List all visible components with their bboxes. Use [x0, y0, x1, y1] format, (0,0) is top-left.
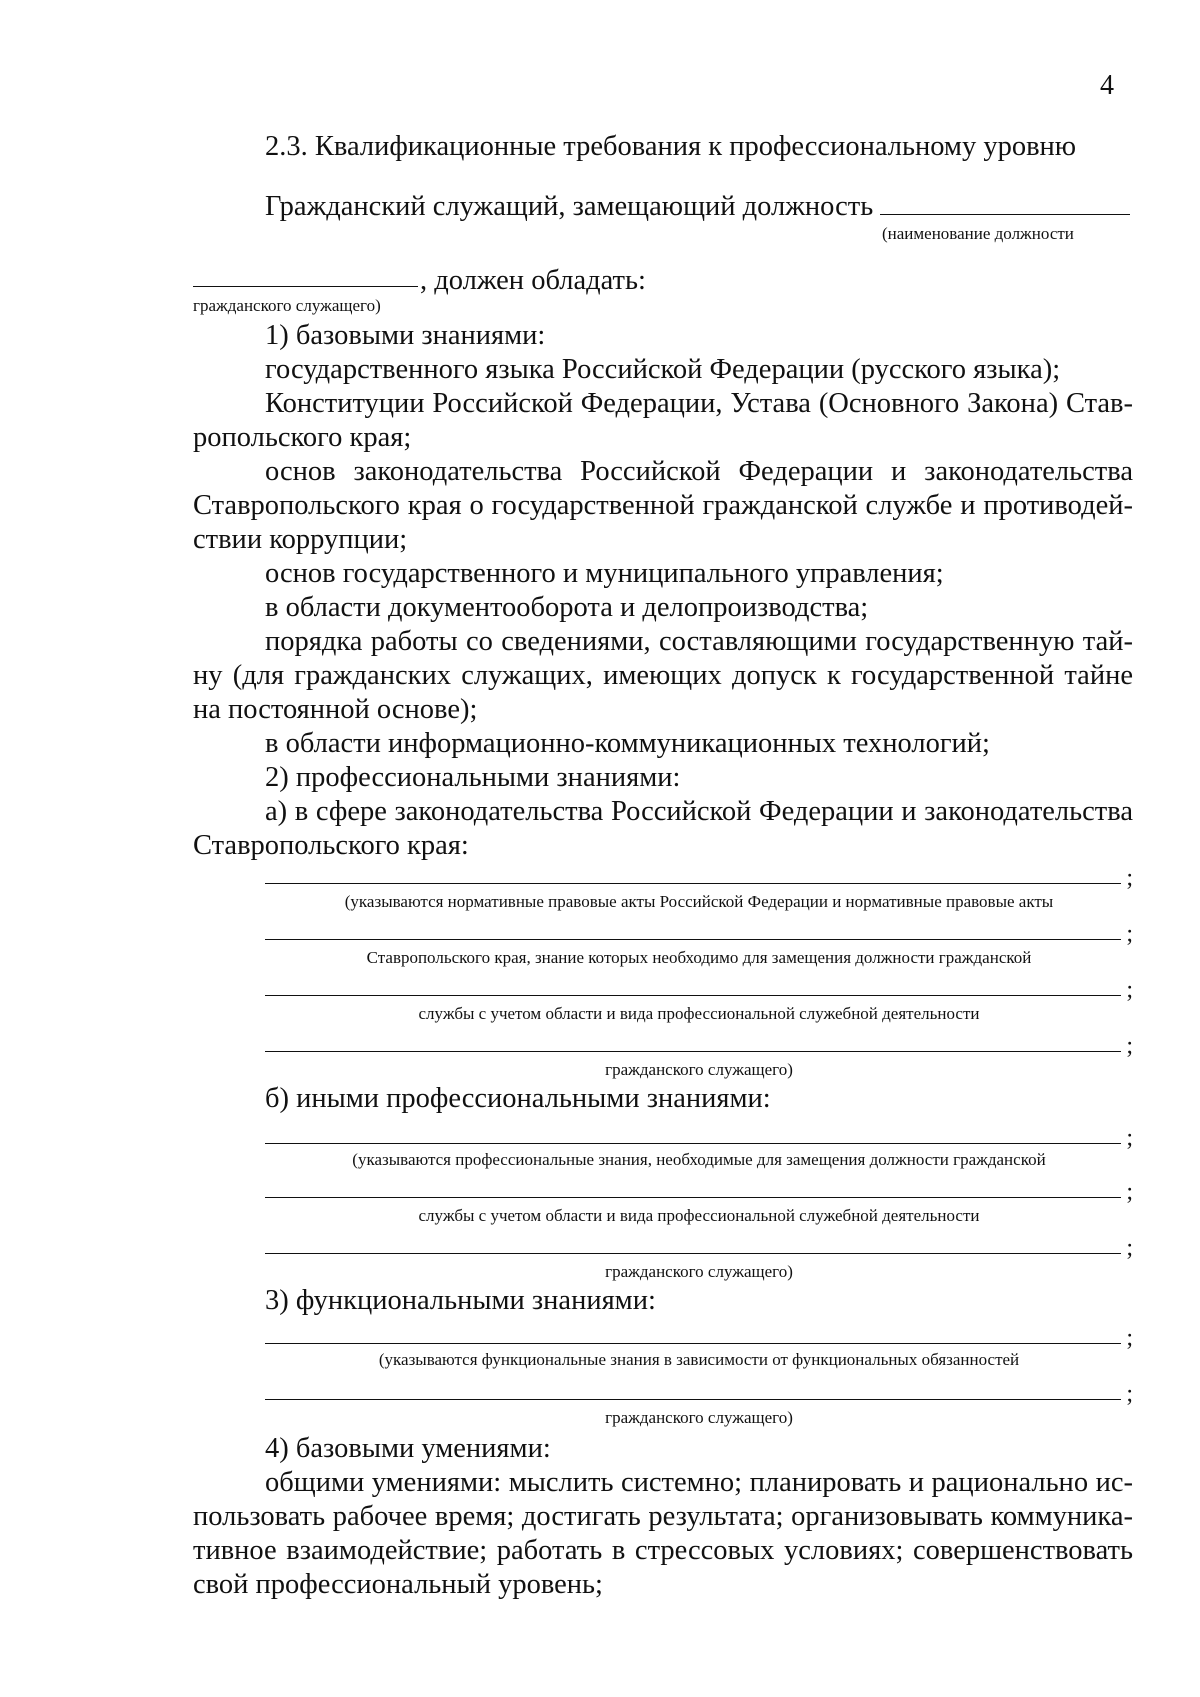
blank-caption: гражданского служащего): [605, 1060, 793, 1079]
basic-knowledge-line: государственного языка Российской Федерации (русского языка);: [265, 354, 1061, 385]
basic-knowledge-line: основ законодательства Российской Федерации и законодательства: [265, 456, 1133, 487]
position-caption-1: (наименование должности: [882, 224, 1074, 243]
basic-knowledge-line: в области информационно-коммуникационных технологий;: [265, 728, 990, 759]
professional-knowledge-a-line: а) в сфере законодательства Российской Федерации и законодательства: [265, 796, 1133, 827]
fill-in-blank[interactable]: [265, 858, 1133, 891]
basic-knowledge-line: ропольского края;: [193, 422, 412, 453]
fill-in-blank[interactable]: [265, 914, 1133, 947]
basic-knowledge-line: Ставропольского края о государственной гражданской службе и противодей-: [193, 490, 1133, 521]
section-heading: 2.3. Квалификационные требования к профессиональному уровню: [265, 131, 1077, 162]
intro-line-2: , должен обладать:: [420, 265, 646, 296]
position-blank-1[interactable]: [880, 214, 1130, 215]
blank-semicolon: ;: [1126, 1179, 1133, 1205]
professional-knowledge-title: 2) профессиональными знаниями:: [265, 762, 681, 793]
basic-skills-title: 4) базовыми умениями:: [265, 1433, 551, 1464]
professional-knowledge-b-title: б) иными профессиональными знаниями:: [265, 1083, 771, 1114]
basic-knowledge-line: на постоянной основе);: [193, 694, 478, 725]
blank-caption: (указываются функциональные знания в зависимости от функциональных обязанностей: [378, 1350, 1020, 1369]
fill-in-blank[interactable]: [265, 1118, 1133, 1151]
fill-in-blank[interactable]: [265, 1172, 1133, 1205]
blank-semicolon: ;: [1126, 1125, 1133, 1151]
blank-caption: (указываются нормативные правовые акты Российской Федерации и нормативные правовые акты: [344, 892, 1054, 911]
functional-knowledge-title: 3) функциональными знаниями:: [265, 1285, 656, 1316]
basic-knowledge-line: порядка работы со сведениями, составляющими государственную тай-: [265, 626, 1133, 657]
basic-knowledge-line: Конституции Российской Федерации, Устава (Основного Закона) Став-: [265, 388, 1133, 419]
blank-caption: службы с учетом области и вида профессиональной служебной деятельности: [418, 1206, 980, 1225]
fill-in-blank[interactable]: [265, 1318, 1133, 1351]
basic-knowledge-line: основ государственного и муниципального управления;: [265, 558, 944, 589]
blank-caption: службы с учетом области и вида профессиональной служебной деятельности: [418, 1004, 980, 1023]
basic-skills-line: свой профессиональный уровень;: [193, 1569, 603, 1600]
blank-caption: (указываются профессиональные знания, необходимые для замещения должности гражданской: [352, 1150, 1046, 1169]
blank-semicolon: ;: [1126, 921, 1133, 947]
basic-knowledge-title: 1) базовыми знаниями:: [265, 320, 546, 351]
basic-knowledge-line: в области документооборота и делопроизводства;: [265, 592, 869, 623]
blank-caption: гражданского служащего): [605, 1262, 793, 1281]
basic-skills-line: тивное взаимодействие; работать в стрессовых условиях; совершенствовать: [193, 1535, 1133, 1566]
blank-semicolon: ;: [1126, 865, 1133, 891]
blank-semicolon: ;: [1126, 1033, 1133, 1059]
intro-line-1: Гражданский служащий, замещающий должность: [265, 191, 874, 222]
blank-semicolon: ;: [1126, 1381, 1133, 1407]
blank-semicolon: ;: [1126, 1325, 1133, 1351]
fill-in-blank[interactable]: [265, 1026, 1133, 1059]
fill-in-blank[interactable]: [265, 1228, 1133, 1261]
page-number: 4: [1100, 70, 1114, 101]
blank-caption: гражданского служащего): [605, 1408, 793, 1427]
blank-semicolon: ;: [1126, 977, 1133, 1003]
blank-semicolon: ;: [1126, 1235, 1133, 1261]
basic-skills-line: общими умениями: мыслить системно; планировать и рационально ис-: [265, 1467, 1133, 1498]
blank-caption: Ставропольского края, знание которых необходимо для замещения должности гражданской: [366, 948, 1032, 967]
position-blank-2[interactable]: [193, 286, 418, 287]
basic-knowledge-line: ствии коррупции;: [193, 524, 408, 555]
fill-in-blank[interactable]: [265, 1374, 1133, 1407]
fill-in-blank[interactable]: [265, 970, 1133, 1003]
position-caption-2: гражданского служащего): [193, 296, 381, 315]
basic-knowledge-line: ну (для гражданских служащих, имеющих допуск к государственной тайне: [193, 660, 1133, 691]
professional-knowledge-a-line: Ставропольского края:: [193, 830, 469, 861]
basic-skills-line: пользовать рабочее время; достигать результата; организовывать коммуника-: [193, 1501, 1133, 1532]
